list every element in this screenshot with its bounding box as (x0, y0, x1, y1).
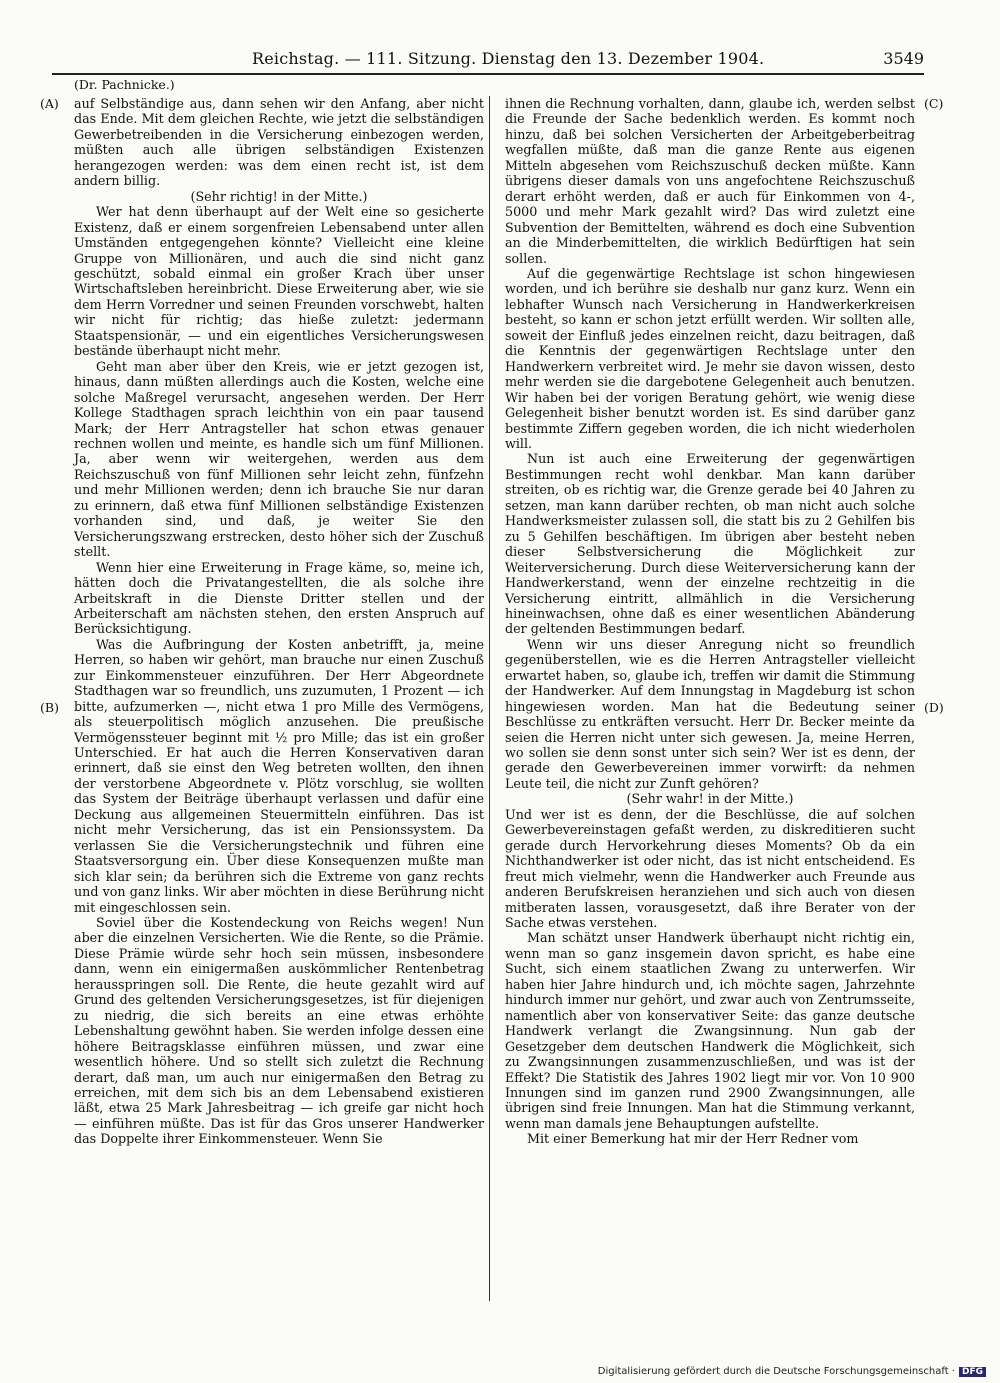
speaker-name: (Dr. Pachnicke.) (74, 77, 175, 92)
left-column (74, 96, 484, 1147)
paragraph: Wer hat denn überhaupt auf der Welt eine so gesicherte Existenz, daß er einem sorgenfreien Lebensabend unter allen Umständen entgegengehen könnte? Vielleicht eine kleine Gruppe von Millionären, und auch die sind nicht ganz geschützt, sobald einmal ein großer Krach über unser Wirtschaftsleben hereinbricht. Diese Erweiterung aber, wie sie dem Herrn Vorredner und seinen Freunden vorschwebt, halten wir nicht für richtig; das hieße zuletzt: jedermann Staatspensionär, — und ein eigentliches Versicherungswesen bestände überhaupt nicht mehr. (74, 204, 484, 359)
paragraph: ihnen die Rechnung vorhalten, dann, glaube ich, werden selbst die Freunde der Sache bedenklich werden. Es kommt noch hinzu, daß bei solchen Versicherten der Arbeitgeberbeitrag wegfallen müßte, daß man die ganze Rente aus eigenen Mitteln abgesehen vom Reichszuschuß decken müßte. Kann übrigens dieser damals von uns angefochtene Reichszuschuß derart erhöht werden, daß er auch für Einkommen von 4-, 5000 und mehr Mark gezahlt wird? Das wird zuletzt eine Subvention der Bemittelten, während es doch eine Subvention an die Minderbemittelten, die wirklich Bedürftigen hat sein sollen. (505, 96, 915, 266)
paragraph: Mit einer Bemerkung hat mir der Herr Redner vom (527, 1131, 859, 1147)
interjection: (Sehr richtig! in der Mitte.) (190, 188, 368, 204)
margin-marker-b: (B) (40, 700, 59, 715)
interjection: (Sehr wahr! in der Mitte.) (626, 791, 794, 807)
paragraph: Wenn hier eine Erweiterung in Frage käme, so, meine ich, hätten doch die Privatangestellten, die als solche ihre Arbeitskraft in die Dienste Dritter stellen und der Arbeiterschaft am nächsten stehen, den ersten Anspruch auf Berücksichtigung. (74, 559, 484, 637)
paragraph: Geht man aber über den Kreis, wie er jetzt gezogen ist, hinaus, dann müßten allerdings auch die Kosten, welche eine solche Maßregel verursacht, angesehen werden. Der Herr Kollege Stadthagen sprach leichthin von ein paar tausend Mark; der Herr Antragsteller hat schon etwas genauer rechnen wollen und meinte, es handle sich um fünf Millionen. Ja, aber wenn wir weitergehen, werden aus dem Reichszuschuß von fünf Millionen sehr leicht zehn, fünfzehn und mehr Millionen werden; denn ich brauche Sie nur daran zu erinnern, daß etwa fünf Millionen selbständige Existenzen vorhanden sind, und daß, je weiter Sie den Versicherungszwang erstrecken, desto höher sich der Zuschuß stellt. (74, 358, 484, 560)
margin-marker-d: (D) (924, 700, 944, 715)
paragraph: Wenn wir uns dieser Anregung nicht so freundlich gegenüberstellen, wie es die Herren Antragsteller vielleicht erwartet haben, so, glaube ich, treffen wir damit die Stimmung der Handwerker. Auf dem Innungstag in Magdeburg ist schon hingewiesen worden. Man hat die Bedeutung seiner Beschlüsse zu entkräften versucht. Herr Dr. Becker meinte da seien die Herren nicht unter sich gewesen. Ja, meine Herren, wo sollen sie denn sonst unter sich sein? Wer ist es denn, der gerade den Gewerbevereinen immer vorwirft: da nehmen Leute teil, die nicht zur Zunft gehören? (505, 636, 915, 791)
paragraph: Auf die gegenwärtige Rechtslage ist schon hingewiesen worden, und ich berühre sie deshalb nur ganz kurz. Wenn ein lebhafter Wunsch nach Versicherung in Handwerkerkreisen besteht, so kann er schon jetzt erfüllt werden. Wir sollten alle, soweit der Einfluß jedes einzelnen reicht, dazu beitragen, daß die Kenntnis der gegenwärtigen Rechtslage unter den Handwerkern verbreitet wird. Je mehr sie davon wissen, desto mehr werden sie die dargebotene Gelegenheit auch benutzen. Wir haben bei der vorigen Beratung gehört, wie wenig diese Gelegenheit bisher benutzt worden ist. Es sind darüber ganz bestimmte Ziffern gegeben worden, die ich nicht wiederholen will. (505, 265, 915, 451)
page-header (52, 47, 924, 75)
paragraph: Nun ist auch eine Erweiterung der gegenwärtigen Bestimmungen recht wohl denkbar. Man kann darüber streiten, ob es richtig war, die Grenze gerade bei 40 Jahren zu setzen, man kann darüber rechten, ob man nicht auch solche Handwerksmeister zulassen soll, die statt bis zu 2 Gehilfen bis zu 5 Gehilfen beschäftigen. Im übrigen aber besteht neben dieser Selbstversicherung die Möglichkeit zur Weiterversicherung. Durch diese Weiterversicherung kann der Handwerkerstand, wenn der einzelne rechtzeitig in die Versicherung eintritt, allmählich in die Versicherung hineinwachsen, ohne daß es einer wesentlichen Abänderung der geltenden Bestimmungen bedarf. (505, 451, 915, 637)
paragraph: Was die Aufbringung der Kosten anbetrifft, ja, meine Herren, so haben wir gehört, man brauche nur einen Zuschuß zur Einkommensteuer einzuführen. Der Herr Abgeordnete Stadthagen war so freundlich, uns zuzumuten, 1 Prozent — ich bitte, aufzumerken —, nicht etwa 1 pro Mille des Vermögens, als steuerpolitisch möglich anzusehen. Die preußische Vermögenssteuer beginnt mit ½ pro Mille; das ist ein großer Unterschied. Er hat auch die Herren Konservativen daran erinnert, daß sie einst den Weg betreten wollten, den ihnen der verstorbene Abgeordnete v. Plötz vorschlug, sie wollten das System der Beiträge überhaupt verlassen und dafür eine Deckung aus allgemeinen Steuermitteln einführen. Das ist nicht mehr Versicherung, das ist ein Pensionssystem. Da verlassen Sie die Versicherungstechnik und führen eine Staatsversorgung ein. Über diese Konsequenzen mußte man sich klar sein; da berühren sich die Extreme von ganz rechts und von ganz links. Wir aber möchten in diese Berührung nicht mit eingeschlossen sein. (74, 636, 484, 915)
footer-credit: Digitalisierung gefördert durch die Deutsche Forschungsgemeinschaft · (597, 1366, 955, 1377)
dfg-logo: DFG (959, 1367, 986, 1377)
paragraph: Und wer ist es denn, der die Beschlüsse, die auf solchen Gewerbevereinstagen gefaßt werden, zu diskreditieren sucht gerade durch Hervorkehrung dieses Moments? Ob da ein Nichthandwerker ist oder nicht, das ist nicht entscheidend. Es freut mich vielmehr, wenn die Handwerker auch Freunde aus anderen Berufskreisen heranziehen und sich auch von diesen mitberaten lassen, vorausgesetzt, daß ihre Berater von der Sache etwas verstehen. (505, 806, 915, 931)
footer (598, 1366, 986, 1377)
paragraph: Man schätzt unser Handwerk überhaupt nicht richtig ein, wenn man so ganz insgemein davon spricht, es habe eine Sucht, sich einem staatlichen Zwang zu unterwerfen. Wir haben hier Jahre hindurch und, ich möchte sagen, Jahrzehnte hindurch immer nur gehört, und zwar auch von Zentrumsseite, namentlich aber von konservativer Seite: das ganze deutsche Handwerk verlangt die Zwangsinnung. Nun gab der Gesetzgeber dem deutschen Handwerk die Möglichkeit, sich zu Zwangsinnungen zusammenzuschließen, und was ist der Effekt? Die Statistik des Jahres 1902 liegt mir vor. Von 10 900 Innungen sind im ganzen rund 2900 Zwangsinnungen, alle übrigen sind freie Innungen. Man hat die Stimmung verkannt, wenn man damals jene Behauptungen aufstellte. (505, 930, 915, 1131)
right-column (505, 96, 915, 1147)
margin-marker-a: (A) (40, 96, 59, 111)
paragraph: Soviel über die Kostendeckung von Reichs wegen! Nun aber die einzelnen Versicherten. Wie die Rente, so die Prämie. Diese Prämie würde sehr hoch sein müssen, insbesondere dann, wenn ein einigermaßen auskömmlicher Rentenbetrag herausspringen soll. Die Rente, die heute gezahlt wird auf Grund des geltenden Versicherungsgesetzes, ist für diejenigen zu niedrig, die sich bereits an eine etwas erhöhte Lebenshaltung gewöhnt haben. Sie werden infolge dessen eine höhere Beitragsklasse einführen müssen, und zwar eine wesentlich höhere. Und so stellt sich zuletzt die Rechnung derart, daß man, um auch nur einigermaßen den Betrag zu erreichen, mit dem sich bis an dem Lebensabend existieren läßt, etwa 25 Mark Jahresbeitrag — ich greife gar nicht hoch — einführen müßte. Das ist für das Gros unserer Handwerker das Doppelte ihrer Einkommensteuer. Wenn Sie (74, 915, 484, 1147)
margin-marker-c: (C) (924, 96, 944, 111)
paragraph: auf Selbständige aus, dann sehen wir den Anfang, aber nicht das Ende. Mit dem gleichen Rechte, wie jetzt die selbständigen Gewerbetreibenden in die Versicherung einbezogen werden, müßten auch alle übrigen selbständigen Existenzen herangezogen werden: was dem einen recht ist, ist dem andern billig. (74, 96, 484, 189)
column-divider (489, 96, 490, 1301)
page-number: 3549 (883, 49, 924, 68)
running-title: Reichstag. — 111. Sitzung. Dienstag den 13. Dezember 1904. (252, 49, 765, 68)
